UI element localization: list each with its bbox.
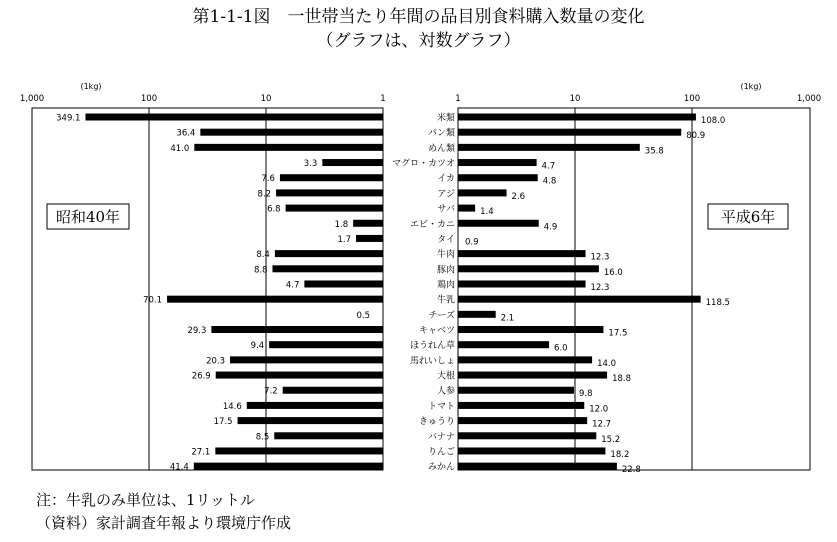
right-year-label: 平成6年 <box>720 208 776 226</box>
right-bar <box>458 205 475 212</box>
right-value-label: 4.7 <box>541 161 556 172</box>
left-bar <box>85 114 383 121</box>
right-value-label: 1.4 <box>480 207 494 218</box>
right-bar <box>458 372 607 379</box>
right-bar <box>458 311 496 318</box>
left-value-label: 8.2 <box>257 189 272 200</box>
left-year-label: 昭和40年 <box>55 208 121 226</box>
category-label: イカ <box>437 174 455 185</box>
category-label: 牛肉 <box>436 250 455 261</box>
category-label: 牛乳 <box>436 295 455 306</box>
left-value-label: 1.7 <box>337 234 352 245</box>
footnote: 注：牛乳のみ単位は、1リットル <box>36 491 255 509</box>
right-bar <box>458 280 586 287</box>
source-note: （資料）家計調査年報より環境庁作成 <box>36 514 292 532</box>
right-bar <box>458 220 539 227</box>
left-value-label: 3.3 <box>303 159 318 170</box>
right-unit-label: (1kg) <box>740 82 762 91</box>
left-value-label: 29.3 <box>187 326 207 337</box>
right-value-label: 12.3 <box>590 282 610 293</box>
category-label: りんご <box>427 447 455 458</box>
right-value-label: 12.7 <box>592 419 612 430</box>
right-value-label: 4.8 <box>542 176 557 187</box>
left-value-label: 1.8 <box>334 219 349 230</box>
left-bar <box>275 250 383 257</box>
left-bar <box>356 235 383 242</box>
left-bar <box>194 463 383 470</box>
left-value-label: 26.9 <box>191 371 211 382</box>
right-bar <box>458 463 617 470</box>
right-value-label: 22.8 <box>621 465 641 476</box>
left-bar <box>283 387 383 394</box>
right-bar <box>458 114 696 121</box>
right-value-label: 9.8 <box>578 389 593 400</box>
left-bar <box>322 159 383 166</box>
left-bar <box>200 129 383 136</box>
left-bar <box>238 417 383 424</box>
category-label: めん類 <box>427 143 455 154</box>
category-label: ほうれん草 <box>409 341 455 352</box>
right-value-label: 16.0 <box>603 267 623 278</box>
category-label: キャベツ <box>418 326 455 337</box>
left-bar <box>274 432 383 439</box>
right-bar <box>458 326 603 333</box>
right-value-label: 15.2 <box>601 434 621 445</box>
left-value-label: 4.7 <box>285 280 300 291</box>
left-value-label: 9.4 <box>250 341 265 352</box>
left-bar <box>304 280 383 287</box>
category-label: バナナ <box>427 432 455 443</box>
right-value-label: 6.0 <box>554 343 568 354</box>
category-label: エビ・カニ <box>409 219 455 230</box>
right-bar <box>458 265 599 272</box>
right-tick-label: 1 <box>455 94 461 104</box>
category-label: 人参 <box>436 386 455 397</box>
category-label: きゅうり <box>418 417 455 428</box>
category-label: パン類 <box>427 128 455 139</box>
left-bar <box>276 189 383 196</box>
left-unit-label: (1kg) <box>80 82 102 91</box>
right-bar <box>458 189 507 196</box>
chart-subtitle: （グラフは、対数グラフ） <box>316 31 521 51</box>
right-tick-label: 10 <box>569 94 581 104</box>
right-bar <box>458 341 549 348</box>
right-value-label: 2.6 <box>511 191 526 202</box>
left-value-label: 14.6 <box>222 401 242 412</box>
left-bar <box>272 265 383 272</box>
left-value-label: 41.4 <box>169 462 189 473</box>
right-value-label: 35.8 <box>644 146 664 157</box>
right-value-label: 118.5 <box>705 298 730 309</box>
left-tick-label: 1 <box>380 94 386 104</box>
left-value-label: 41.0 <box>170 143 190 154</box>
left-value-label: 8.5 <box>255 432 270 443</box>
right-bar <box>458 250 586 257</box>
left-bar <box>230 356 383 363</box>
category-label: マグロ・カツオ <box>391 159 455 170</box>
left-bar <box>286 205 383 212</box>
left-tick-label: 100 <box>140 94 158 104</box>
left-value-label: 70.1 <box>143 295 163 306</box>
left-bar <box>215 447 383 454</box>
left-value-label: 8.4 <box>256 250 270 261</box>
right-bar <box>458 159 537 166</box>
right-value-label: 12.3 <box>590 252 610 263</box>
right-value-label: 14.0 <box>597 358 617 369</box>
category-label: トマト <box>427 401 455 412</box>
right-bar <box>458 129 681 136</box>
left-value-label: 27.1 <box>191 447 211 458</box>
left-value-label: 349.1 <box>56 113 81 124</box>
left-tick-label: 10 <box>260 94 272 104</box>
chart-title: 第1-1-1図 一世帯当たり年間の品目別食料購入数量の変化 <box>192 7 645 27</box>
left-tick-label: 1,000 <box>19 94 45 104</box>
right-bar <box>458 296 701 303</box>
left-bar <box>216 372 383 379</box>
category-label: 大根 <box>436 371 455 382</box>
right-value-label: 18.2 <box>610 449 630 460</box>
left-value-label: 0.5 <box>356 310 370 321</box>
right-bar <box>458 432 596 439</box>
right-value-label: 108.0 <box>700 116 726 126</box>
right-value-label: 12.0 <box>589 404 609 415</box>
right-bar <box>458 144 640 151</box>
category-label: 豚肉 <box>436 265 455 276</box>
right-value-label: 0.9 <box>465 237 479 248</box>
right-bar <box>458 417 587 424</box>
right-bar <box>458 402 584 409</box>
left-value-label: 7.2 <box>264 386 278 397</box>
category-label: チーズ <box>428 310 455 321</box>
left-value-label: 7.6 <box>261 174 275 185</box>
category-label: みかん <box>427 462 455 473</box>
right-value-label: 18.8 <box>612 374 632 385</box>
right-tick-label: 100 <box>683 94 701 104</box>
left-value-label: 17.5 <box>213 417 233 428</box>
left-bar <box>211 326 383 333</box>
category-label: サバ <box>437 204 455 215</box>
right-value-label: 17.5 <box>608 328 628 339</box>
left-value-label: 8.8 <box>253 265 268 276</box>
category-label: 鶏肉 <box>436 280 455 291</box>
left-value-label: 20.3 <box>206 356 226 367</box>
left-bar <box>167 296 383 303</box>
left-value-label: 36.4 <box>176 128 196 139</box>
right-value-label: 80.9 <box>686 131 706 142</box>
category-label: アジ <box>437 189 455 200</box>
left-bar <box>247 402 383 409</box>
left-bar <box>194 144 383 151</box>
right-value-label: 2.1 <box>500 313 515 324</box>
left-bar <box>269 341 383 348</box>
right-bar <box>458 387 574 394</box>
category-label: タイ <box>437 234 455 245</box>
category-label: 馬れいしょ <box>409 356 455 367</box>
left-value-label: 6.8 <box>267 204 281 215</box>
right-bar <box>458 356 592 363</box>
category-label: 米類 <box>436 113 455 124</box>
right-tick-label: 1,000 <box>796 94 822 104</box>
left-bar <box>353 220 383 227</box>
left-bar <box>280 174 383 181</box>
right-bar <box>458 447 605 454</box>
right-value-label: 4.9 <box>543 222 558 233</box>
right-bar <box>458 174 538 181</box>
